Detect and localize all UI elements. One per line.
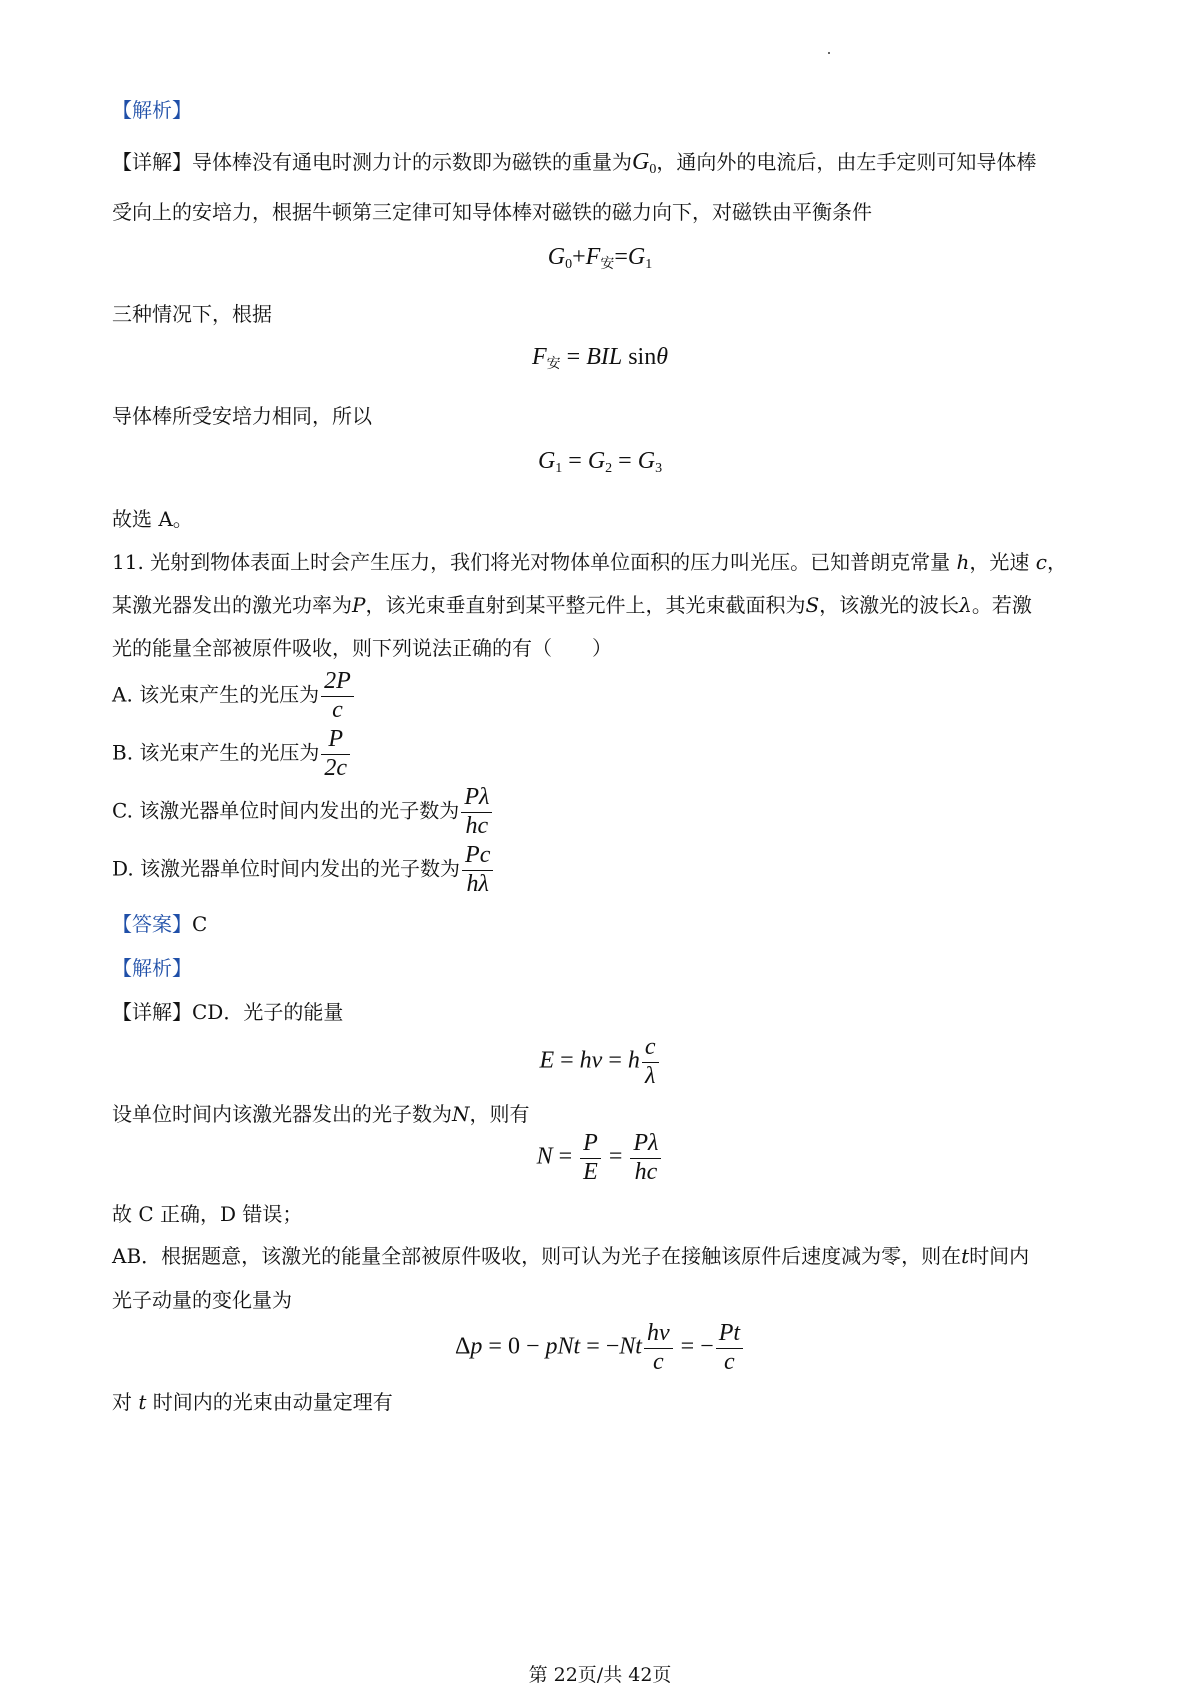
option-d-num: Pc xyxy=(465,842,491,868)
option-c-den: hc xyxy=(465,812,489,839)
text-c-correct: 故 C 正确，D 错误； xyxy=(112,1202,303,1226)
option-d-text: D. 该激光器单位时间内发出的光子数为 xyxy=(112,856,461,881)
detail-tag-2: 【详解】 xyxy=(112,1000,192,1024)
var-h: h xyxy=(956,550,970,574)
option-d-den: hλ xyxy=(466,870,489,897)
var-c: c xyxy=(1035,550,1047,574)
ab-line-2: 光子动量的变化量为 xyxy=(112,1288,292,1312)
option-d-fraction xyxy=(462,842,493,898)
formula-ampere: $F_安$ = BIL sinθ xyxy=(531,344,669,372)
var-s: S xyxy=(805,593,820,617)
page-footer: 第 22页/共 42页 xyxy=(528,1664,672,1686)
var-t: t xyxy=(961,1244,970,1268)
option-a-fraction xyxy=(321,668,354,724)
q11-text-c: ，该激光的波长 xyxy=(819,593,960,617)
q11-line-2 xyxy=(112,589,1032,618)
formula-photon-number: N = $\frac{P}{E}$ = $\frac{P\lambda}{hc}$ xyxy=(0,1130,1200,1186)
text-choose-a: 故选 A。 xyxy=(112,507,193,531)
var-p: P xyxy=(352,593,366,617)
option-b-fraction xyxy=(321,726,350,782)
answer-line xyxy=(112,908,207,937)
formula-momentum-change: Δp = 0 − pNt = −Nt $\frac{h\nu}{c}$ = − $\frac{Pt}{c}$ xyxy=(0,1320,1200,1376)
last-line xyxy=(112,1386,393,1415)
option-c-fraction xyxy=(461,784,492,840)
ab-text-a: AB．根据题意，该激光的能量全部被原件吸收，则可认为光子在接触该原件后速度减为零，则在 xyxy=(112,1244,962,1268)
q11-text-d: 。若激 xyxy=(971,593,1032,617)
analysis-tag-2: 【解析】 xyxy=(112,956,192,980)
option-a-num: 2P xyxy=(324,668,351,694)
q11-line-1 xyxy=(112,546,1067,575)
last-text-a: 对 xyxy=(112,1390,132,1414)
detail-text: 导体棒没有通电时测力计的示数即为磁铁的重量为 xyxy=(192,150,632,174)
option-d xyxy=(112,842,495,898)
detail-text-tail: ，通向外的电流后，由左手定则可知导体棒 xyxy=(656,150,1037,174)
option-c-text: C. 该激光器单位时间内发出的光子数为 xyxy=(112,798,460,823)
last-text-b: 时间内的光束由动量定理有 xyxy=(152,1390,393,1414)
text-set-n-b: ，则有 xyxy=(469,1102,530,1126)
fraction-p-e: $\frac{P}{E}$ xyxy=(580,1130,601,1186)
fraction-hnu-c: $\frac{h\nu}{c}$ xyxy=(644,1320,673,1376)
q11-text-a: 某激光器发出的激光功率为 xyxy=(112,593,352,617)
formula-photon-energy: E = hν = h $\frac{c}{\lambda}$ xyxy=(0,1034,1200,1090)
fraction-plambda-hc: $\frac{P\lambda}{hc}$ xyxy=(630,1130,661,1186)
var-lambda: λ xyxy=(959,593,972,617)
text-three-cases: 三种情况下，根据 xyxy=(112,302,272,326)
q11-line-3: 光的能量全部被原件吸收，则下列说法正确的有（ ） xyxy=(112,636,612,660)
answer-value: C xyxy=(192,912,208,936)
option-c-num: Pλ xyxy=(464,784,490,810)
formula-balance: $G_0+F_安=G_1$ xyxy=(547,244,653,272)
text-same-force: 导体棒所受安培力相同，所以 xyxy=(112,404,372,428)
option-a-den: c xyxy=(332,696,343,723)
detail-2-line xyxy=(112,996,343,1025)
answer-tag: 【答案】 xyxy=(112,912,192,936)
q11-text-b: ，该光束垂直射到某平整元件上，其光束截面积为 xyxy=(365,593,806,617)
ab-line-1 xyxy=(112,1240,1029,1269)
option-b-num: P xyxy=(328,726,344,752)
q11-text: 11. 光射到物体表面上时会产生压力，我们将光对物体单位面积的压力叫光压。已知普朗克常量 xyxy=(112,550,951,574)
var-t-2: t xyxy=(138,1390,147,1414)
scan-dot xyxy=(828,52,830,54)
option-b xyxy=(112,726,352,782)
detail-tag: 【详解】 xyxy=(112,150,192,174)
option-c xyxy=(112,784,494,840)
option-b-den: 2c xyxy=(324,754,348,781)
detail-line-1 xyxy=(112,146,1036,176)
var-n: N xyxy=(452,1102,470,1126)
text-set-n-a: 设单位时间内该激光器发出的光子数为 xyxy=(112,1102,452,1126)
formula-g0: $G_0$ xyxy=(632,149,657,177)
text-set-n xyxy=(112,1098,530,1127)
fraction-c-lambda: $\frac{c}{\lambda}$ xyxy=(642,1034,659,1090)
q11-text-mid: ，光速 xyxy=(969,550,1030,574)
option-a xyxy=(112,668,356,724)
analysis-tag: 【解析】 xyxy=(112,98,192,122)
ab-text-b: 时间内 xyxy=(969,1244,1030,1268)
option-b-text: B. 该光束产生的光压为 xyxy=(112,740,320,765)
option-a-text: A. 该光束产生的光压为 xyxy=(112,682,320,707)
detail-2-text: CD．光子的能量 xyxy=(192,1000,344,1024)
fraction-pt-c: $\frac{Pt}{c}$ xyxy=(716,1320,743,1376)
formula-equal-g: $G_1 = G_2 = G_3$ xyxy=(537,448,663,476)
detail-line-2: 受向上的安培力，根据牛顿第三定律可知导体棒对磁铁的磁力向下，对磁铁由平衡条件 xyxy=(112,200,872,224)
q11-text-end: ， xyxy=(1046,550,1067,574)
